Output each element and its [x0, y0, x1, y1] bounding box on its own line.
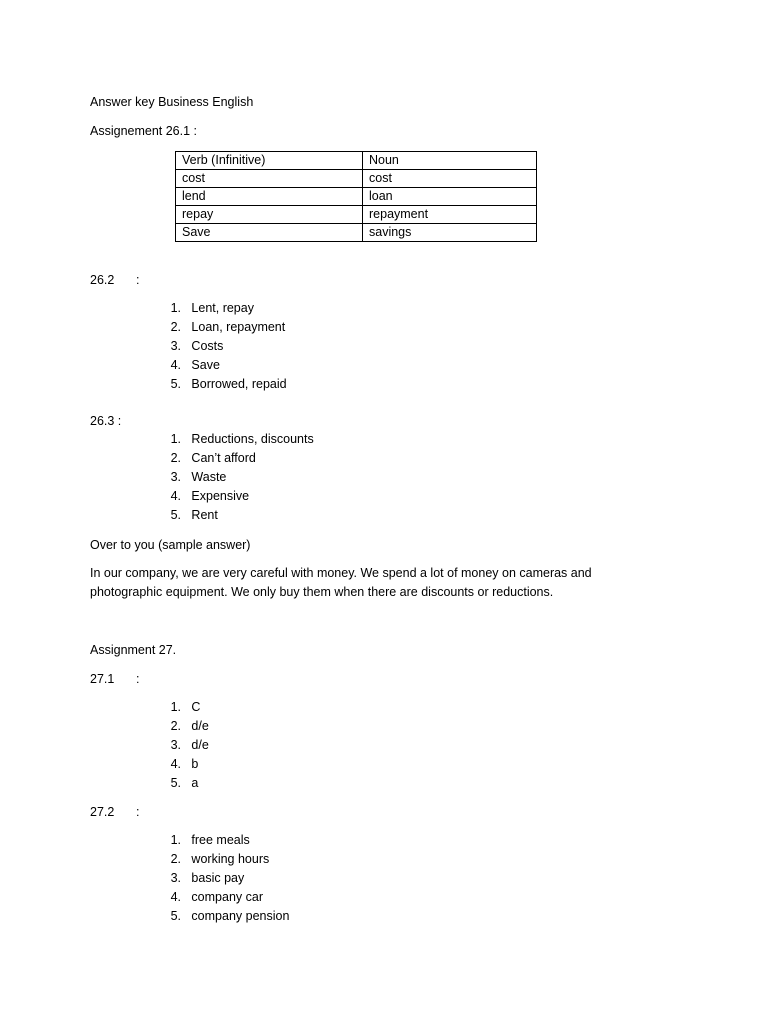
table-header-cell: Verb (Infinitive): [176, 152, 363, 170]
paragraph-line: photographic equipment. We only buy them when there are discounts or reductions.: [90, 585, 554, 599]
list-item: 5. Borrowed, repaid: [170, 377, 287, 391]
list-item: 1. free meals: [170, 833, 250, 847]
document-title: Answer key Business English: [90, 95, 254, 109]
list-item: 5. company pension: [170, 909, 290, 923]
list-item: 2. d/e: [170, 719, 209, 733]
table-row: [176, 206, 537, 224]
table-header-row: [176, 152, 537, 170]
table-cell: lend: [176, 188, 363, 206]
table-header-cell: Noun: [363, 152, 537, 170]
list-item: 4. b: [170, 757, 199, 771]
answer-text: b: [191, 757, 199, 771]
answer-text: Expensive: [191, 489, 250, 503]
list-item: 3. basic pay: [170, 871, 245, 885]
table-cell: savings: [363, 224, 537, 242]
list-item: 5. Rent: [170, 508, 218, 522]
table-cell: Save: [176, 224, 363, 242]
table-row: [176, 224, 537, 242]
list-item: 4. Save: [170, 358, 220, 372]
table-cell: cost: [363, 170, 537, 188]
answer-text: Waste: [191, 470, 227, 484]
list-item: 3. Costs: [170, 339, 224, 353]
list-item: 2. Can’t afford: [170, 451, 256, 465]
exercise-colon: :: [136, 805, 140, 819]
exercise-number: 26.2: [90, 273, 115, 287]
exercise-26-2-heading: [90, 272, 139, 288]
list-item: 2. working hours: [170, 852, 270, 866]
exercise-number: 27.2: [90, 805, 115, 819]
table-row: [176, 188, 537, 206]
table-cell: repayment: [363, 206, 537, 224]
exercise-colon: :: [136, 273, 140, 287]
paragraph-line: In our company, we are very careful with money. We spend a lot of money on cameras and: [90, 566, 592, 580]
answer-text: basic pay: [191, 871, 245, 885]
answer-text: Borrowed, repaid: [191, 377, 287, 391]
assignment-27-heading: Assignment 27.: [90, 643, 177, 657]
over-to-you-heading: Over to you (sample answer): [90, 538, 251, 552]
answer-text: company pension: [191, 909, 290, 923]
exercise-27-2-list: [156, 831, 289, 926]
answer-text: C: [191, 700, 201, 714]
list-item: 5. a: [170, 776, 199, 790]
table-row: [176, 170, 537, 188]
exercise-27-2-heading: [90, 804, 139, 820]
answer-text: Lent, repay: [191, 301, 254, 315]
exercise-colon: :: [136, 672, 140, 686]
answer-text: Rent: [191, 508, 218, 522]
answer-text: company car: [191, 890, 263, 904]
verb-noun-table: [175, 151, 537, 242]
table-cell: cost: [176, 170, 363, 188]
table-cell: repay: [176, 206, 363, 224]
list-item: 1. Reductions, discounts: [170, 432, 314, 446]
answer-text: a: [191, 776, 199, 790]
sample-answer-paragraph: [90, 564, 650, 602]
list-item: 1. Lent, repay: [170, 301, 254, 315]
list-item: 2. Loan, repayment: [170, 320, 286, 334]
list-item: 4. company car: [170, 890, 263, 904]
table-cell: loan: [363, 188, 537, 206]
answer-text: Can’t afford: [191, 451, 256, 465]
exercise-27-1-list: [156, 698, 209, 793]
answer-text: working hours: [191, 852, 270, 866]
answer-text: Reductions, discounts: [191, 432, 314, 446]
assignment-26-1-heading: Assignement 26.1 :: [90, 124, 198, 138]
list-item: 3. d/e: [170, 738, 209, 752]
exercise-number: 27.1: [90, 672, 115, 686]
exercise-26-3-list: [156, 430, 314, 525]
answer-text: Costs: [191, 339, 224, 353]
answer-text: free meals: [191, 833, 250, 847]
answer-text: d/e: [191, 719, 209, 733]
list-item: 3. Waste: [170, 470, 227, 484]
answer-text: Loan, repayment: [191, 320, 286, 334]
exercise-26-2-list: [156, 299, 287, 394]
exercise-27-1-heading: [90, 671, 139, 687]
answer-text: Save: [191, 358, 220, 372]
list-item: 1. C: [170, 700, 201, 714]
answer-text: d/e: [191, 738, 209, 752]
exercise-26-3-heading: 26.3 :: [90, 414, 122, 428]
list-item: 4. Expensive: [170, 489, 250, 503]
